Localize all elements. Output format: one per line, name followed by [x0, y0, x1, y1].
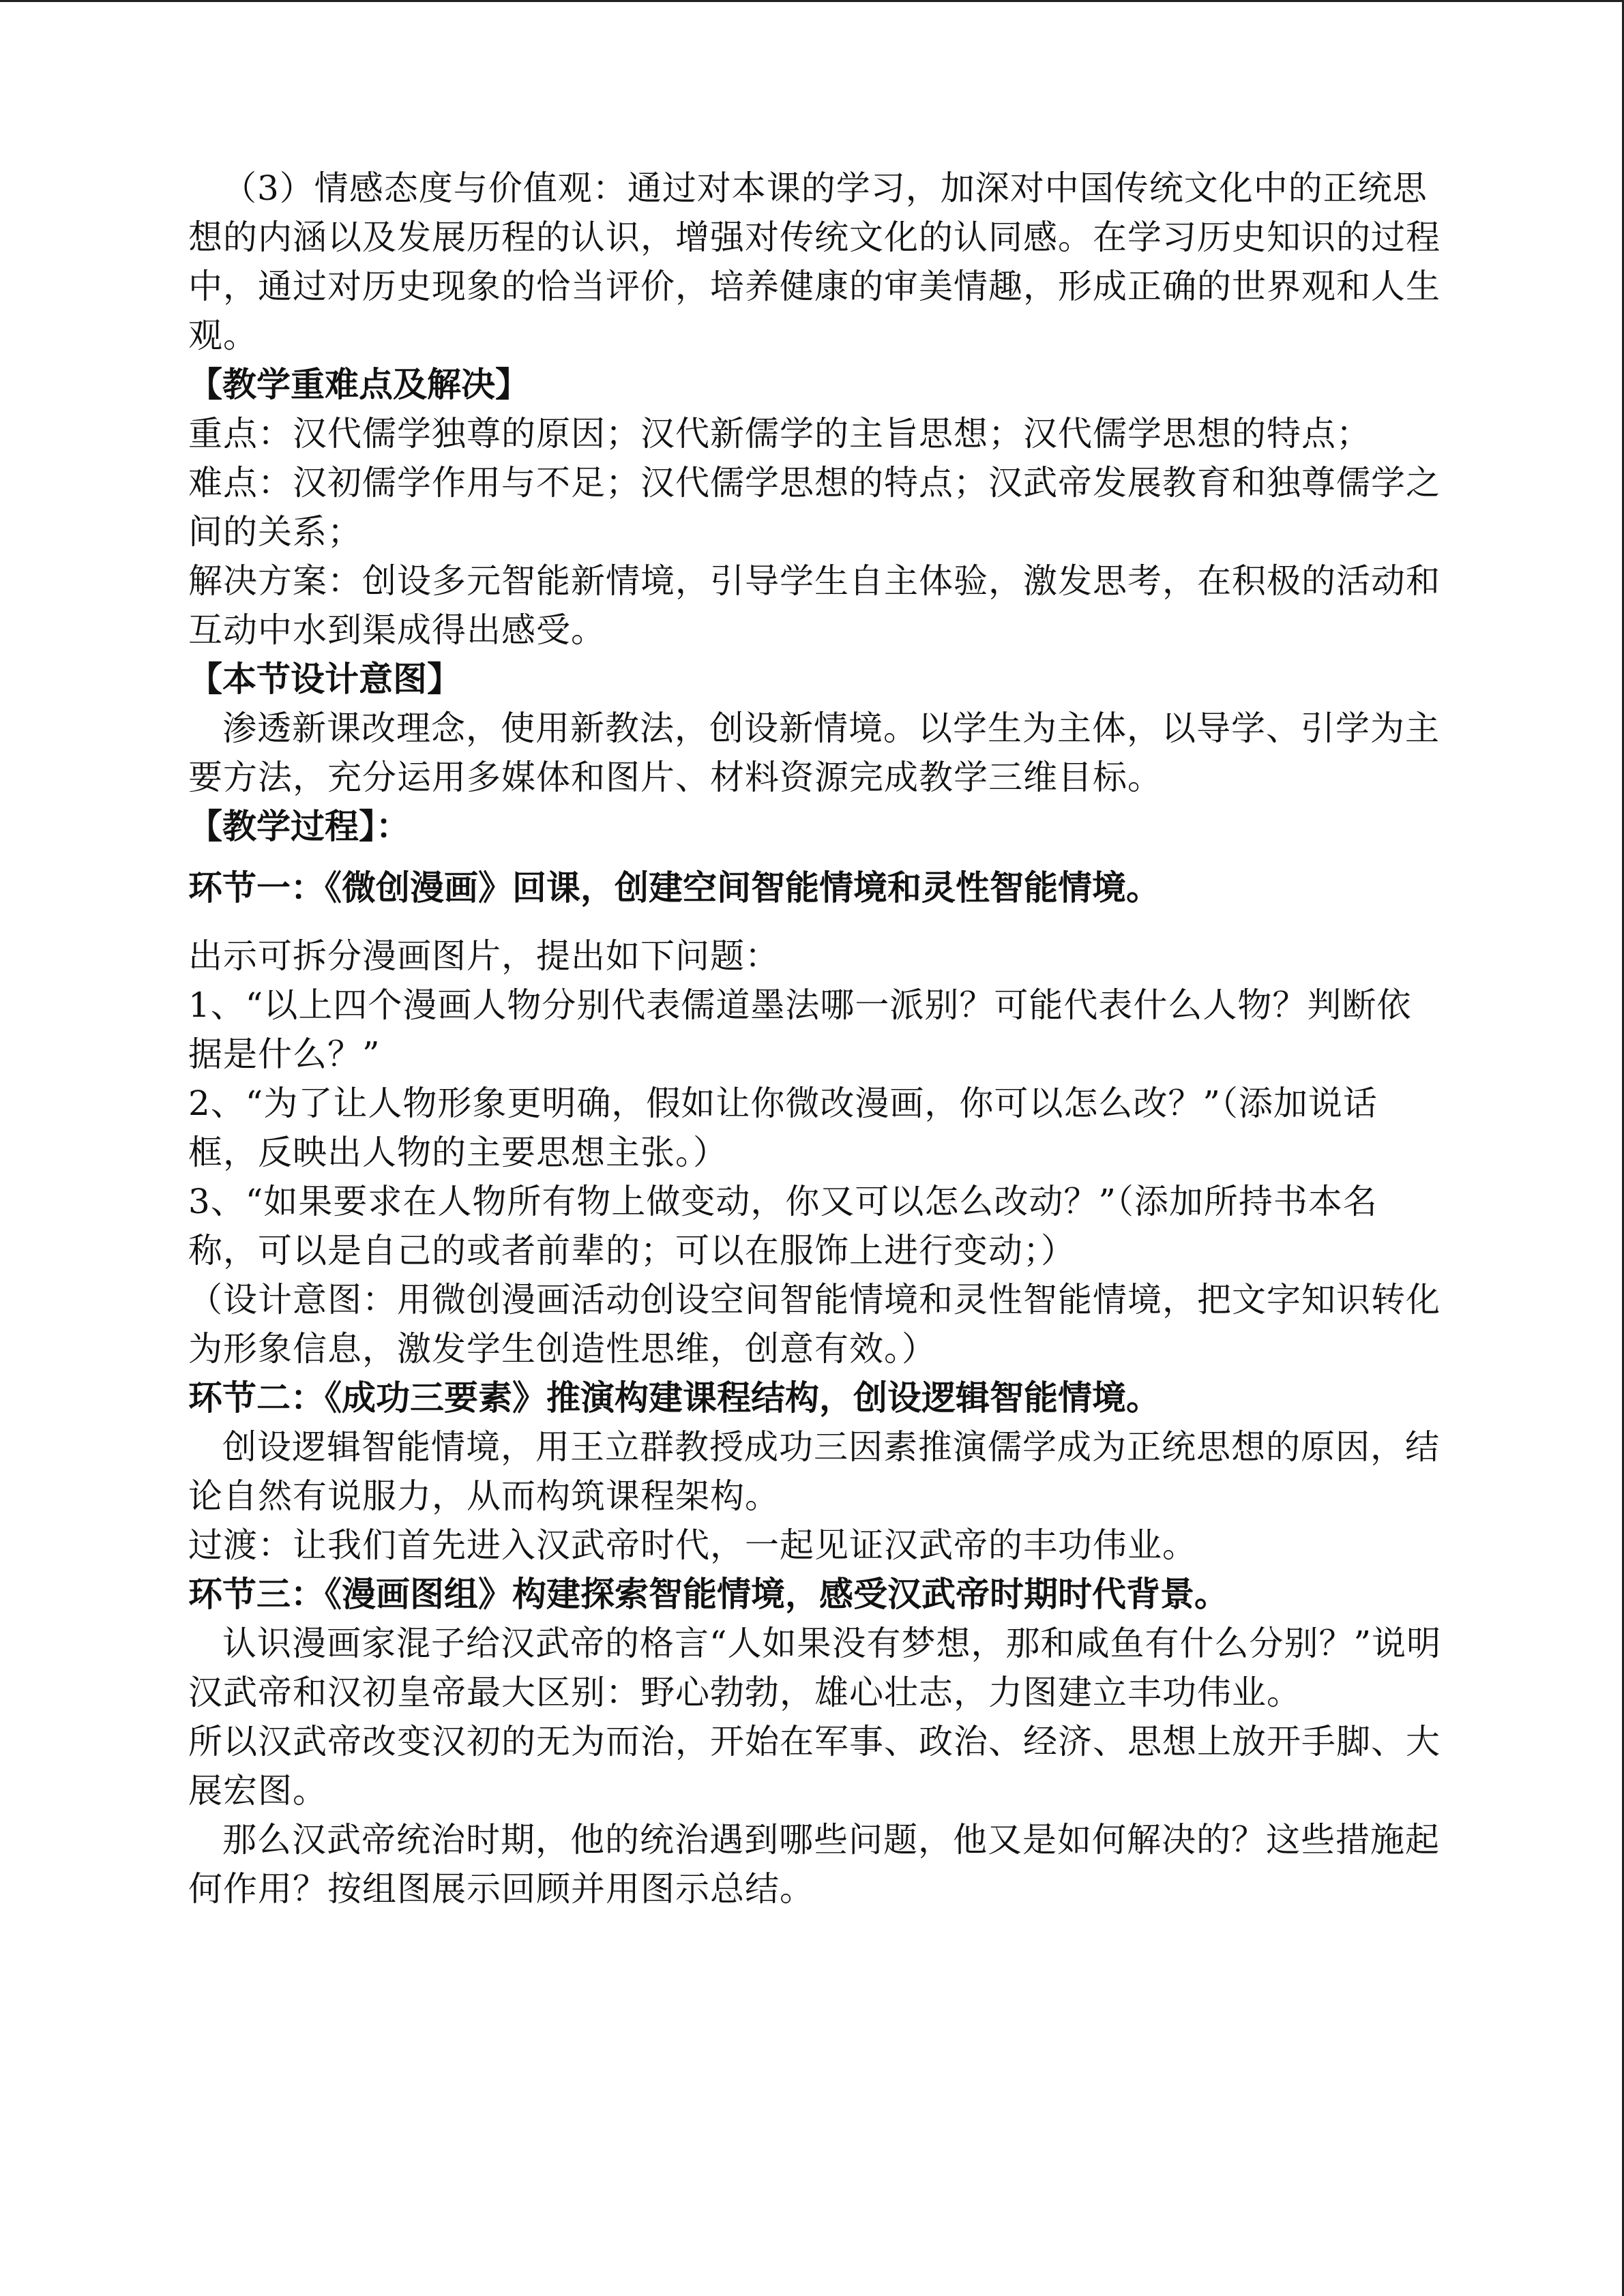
section-one-title: 环节一：《微创漫画》回课，创建空间智能情境和灵性智能情境。 [188, 868, 1160, 908]
question-2: 2、“为了让人物形象更明确，假如让你微改漫画，你可以怎么改？”（添加说话框，反映出人物的主要思想主张。） [188, 1084, 1378, 1172]
design-intent-note-1: （设计意图：用微创漫画活动创设空间智能情境和灵性智能情境，把文字知识转化为形象信息，激发学生创造性思维，创意有效。） [188, 1280, 1441, 1369]
heading-design-intent: 【本节设计意图】 [188, 659, 461, 699]
question-3: 3、“如果要求在人物所有物上做变动，你又可以怎么改动？”（添加所持书本名称，可以是自己的或者前辈的；可以在服饰上进行变动；） [188, 1182, 1378, 1270]
paragraph-emotion-values: （3）情感态度与价值观：通过对本课的学习，加深对中国传统文化中的正统思想的内涵以及发展历程的认识，增强对传统文化的认同感。在学习历史知识的过程中，通过对历史现象的恰当评价，培养健康的审美情趣，形成正确的世界观和人生观。 [188, 168, 1441, 355]
design-intent-text: 渗透新课改理念，使用新教法，创设新情境。以学生为主体，以导学、引学为主要方法，充分运用多媒体和图片、材料资源完成教学三维目标。 [188, 709, 1440, 797]
heading-key-difficulties: 【教学重难点及解决】 [188, 365, 529, 404]
section-three-body-1: 认识漫画家混子给汉武帝的格言“人如果没有梦想，那和咸鱼有什么分别？”说明汉武帝和汉初皇帝最大区别：野心勃勃，雄心壮志，力图建立丰功伟业。 [188, 1624, 1442, 1712]
heading-teaching-process: 【教学过程】： [188, 807, 410, 846]
section-three-body-3: 那么汉武帝统治时期，他的统治遇到哪些问题，他又是如何解决的？这些措施起何作用？按组图展示回顾并用图示总结。 [188, 1820, 1440, 1909]
top-border [0, 0, 1624, 2]
question-1: 1、“以上四个漫画人物分别代表儒道墨法哪一派别？可能代表什么人物？判断依据是什么？” [188, 985, 1412, 1074]
section-three-body-2: 所以汉武帝改变汉初的无为而治，开始在军事、政治、经济、思想上放开手脚、大展宏图。 [188, 1722, 1441, 1810]
solution-text: 解决方案：创设多元智能新情境，引导学生自主体验，激发思考，在积极的活动和互动中水到渠成得出感受。 [188, 561, 1441, 650]
section-two-body: 创设逻辑智能情境，用王立群教授成功三因素推演儒学成为正统思想的原因，结论自然有说服力，从而构筑课程架构。 [188, 1427, 1440, 1516]
transition-text: 过渡：让我们首先进入汉武帝时代，一起见证汉武帝的丰功伟业。 [188, 1525, 1197, 1565]
section-two-title: 环节二：《成功三要素》推演构建课程结构，创设逻辑智能情境。 [188, 1378, 1160, 1418]
key-points-text: 重点：汉代儒学独尊的原因；汉代新儒学的主旨思想；汉代儒学思想的特点； [188, 414, 1371, 453]
section-three-title: 环节三：《漫画图组》构建探索智能情境，感受汉武帝时期时代背景。 [188, 1575, 1228, 1614]
section-one-intro: 出示可拆分漫画图片，提出如下问题： [188, 936, 780, 976]
difficulties-text: 难点：汉初儒学作用与不足；汉代儒学思想的特点；汉武帝发展教育和独尊儒学之间的关系； [188, 463, 1441, 552]
document-page [188, 164, 1443, 1913]
